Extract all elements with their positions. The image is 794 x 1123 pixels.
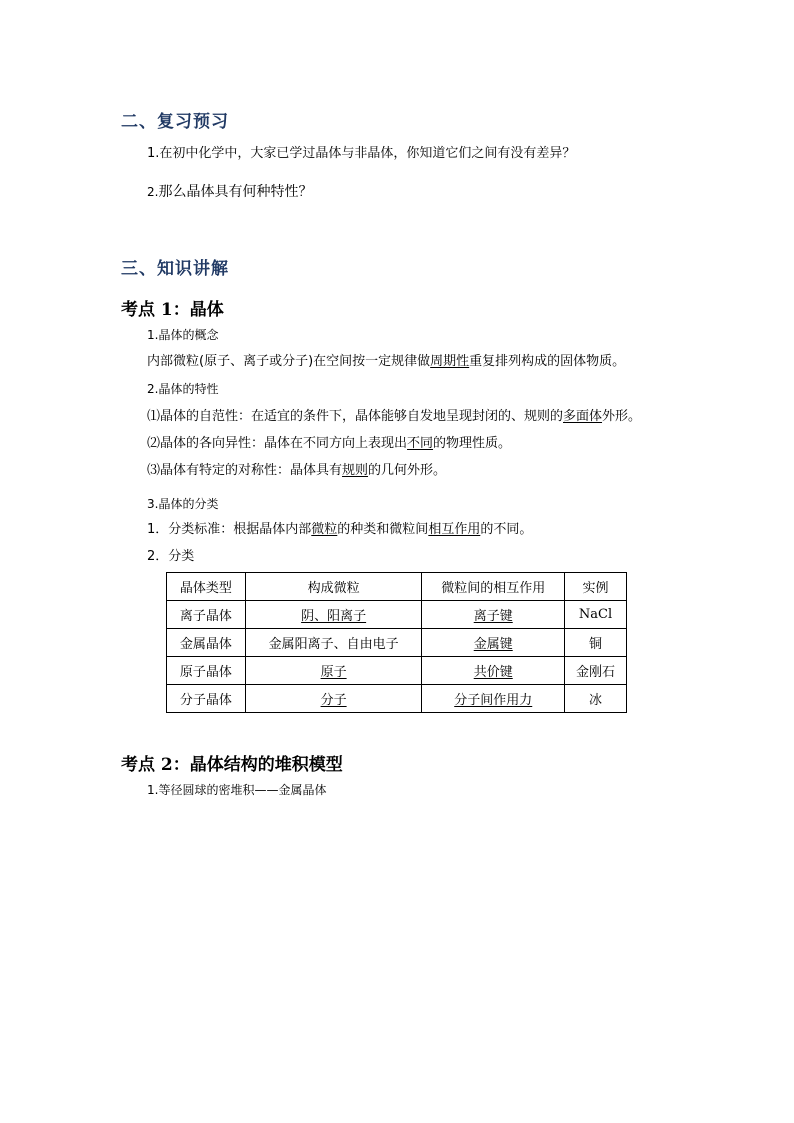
table-cell: 原子晶体 [167,657,246,685]
review-question-1: 1.在初中化学中，大家已学过晶体与非晶体，你知道它们之间有没有差异？ [147,146,576,161]
property-3-pre: ⑶晶体有特定的对称性：晶体具有 [147,463,343,478]
classification-title: 3.晶体的分类 [147,497,219,511]
property-1 [147,409,641,425]
table-cell-underlined: 金属键 [473,637,513,652]
property-1-post: 外形。 [602,409,642,424]
table-cell: 分子晶体 [167,685,246,713]
concept-text-pre: 内部微粒(原子、离子或分子)在空间按一定规律做 [147,354,431,369]
table-cell: NaCl [565,601,627,629]
review-question-2 [147,181,312,201]
classification-label: 2．分类 [147,549,195,564]
table-cell: 金属晶体 [167,629,246,657]
table-cell-underlined: 共价键 [473,665,513,680]
concept-text-post: 重复排列构成的固体物质。 [469,354,626,369]
table-cell [245,601,422,629]
table-cell [422,657,565,685]
table-cell: 离子晶体 [167,601,246,629]
concept-text-underlined: 周期性 [430,354,470,369]
classification-standard-underlined-1: 微粒 [311,522,338,537]
property-3-underlined: 规则 [342,463,369,478]
section-heading-review: 二、复习预习 [121,112,229,132]
table-cell [245,657,422,685]
concept-title: 1.晶体的概念 [147,328,219,342]
crystal-classification-table [166,572,627,713]
table-cell-underlined: 分子间作用力 [454,693,533,708]
table-header-row [167,573,627,601]
table-row [167,629,627,657]
point-2-item-1: 1.等径圆球的密堆积——金属晶体 [147,783,327,797]
table-row [167,601,627,629]
classification-standard-mid: 的种类和微粒间 [337,522,429,537]
table-cell [422,601,565,629]
review-question-2-text: 那么晶体具有何种特性？ [158,184,313,200]
classification-standard-post: 的不同。 [480,522,533,537]
property-2-pre: ⑵晶体的各向异性：晶体在不同方向上表现出 [147,436,408,451]
table-cell [422,685,565,713]
table-cell: 金属阳离子、自由电子 [245,629,422,657]
table-header-cell: 构成微粒 [245,573,422,601]
table-cell-underlined: 分子 [320,693,347,708]
classification-standard-pre: 1．分类标准：根据晶体内部 [147,522,312,537]
table-cell [245,685,422,713]
table-cell [422,629,565,657]
table-header-cell: 晶体类型 [167,573,246,601]
table-row [167,657,627,685]
table-header-cell: 实例 [565,573,627,601]
table-header-cell: 微粒间的相互作用 [422,573,565,601]
table-cell-underlined: 离子键 [473,609,513,624]
point-2-heading: 考点 2：晶体结构的堆积模型 [121,755,343,775]
property-2 [147,436,511,452]
table-cell: 铜 [565,629,627,657]
property-1-underlined: 多面体 [563,409,603,424]
property-3 [147,463,446,479]
property-3-post: 的几何外形。 [368,463,447,478]
properties-title: 2.晶体的特性 [147,382,219,396]
section-heading-knowledge: 三、知识讲解 [121,259,229,279]
table-cell: 金刚石 [565,657,627,685]
property-2-post: 的物理性质。 [433,436,512,451]
table-cell-underlined: 原子 [320,665,347,680]
table-cell: 冰 [565,685,627,713]
review-question-2-number: 2. [147,185,159,199]
classification-standard [147,522,532,538]
point-1-heading: 考点 1：晶体 [121,300,224,320]
table-row [167,685,627,713]
table-cell-underlined: 阴、阳离子 [301,609,367,624]
property-1-pre: ⑴晶体的自范性：在适宜的条件下，晶体能够自发地呈现封闭的、规则的 [147,409,564,424]
classification-standard-underlined-2: 相互作用 [428,522,481,537]
property-2-underlined: 不同 [407,436,434,451]
concept-text [147,354,625,370]
